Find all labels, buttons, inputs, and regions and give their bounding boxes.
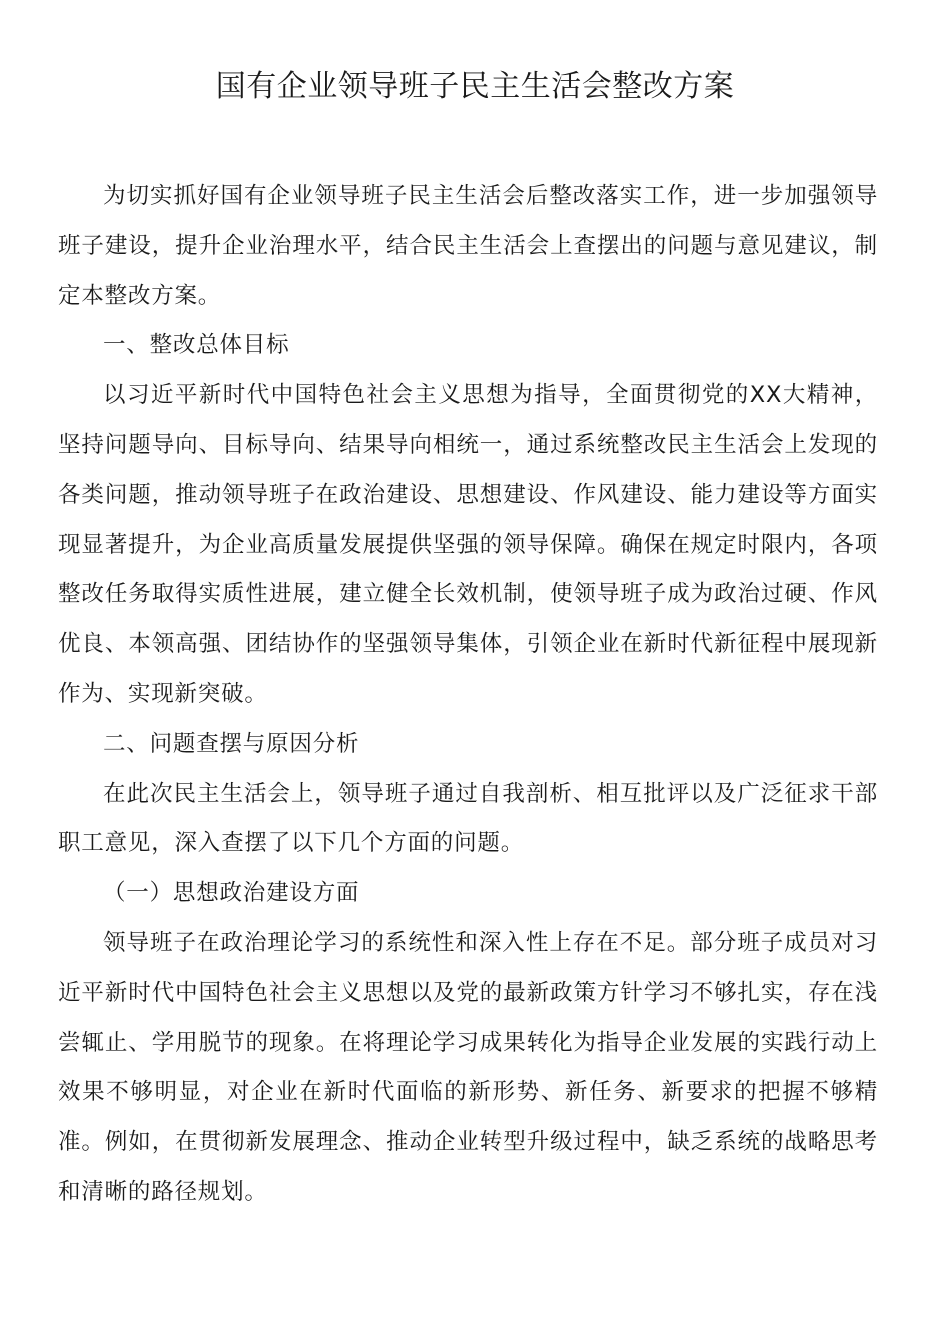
section-2-body: 在此次民主生活会上，领导班子通过自我剖析、相互批评以及广泛征求干部职工意见，深入查摆了以下几个方面的问题。 — [58, 780, 878, 857]
subsection-1-body: 领导班子在政治理论学习的系统性和深入性上存在不足。部分班子成员对习近平新时代中国特色社会主义思想以及党的最新政策方针学习不够扎实，存在浅尝辄止、学用脱节的现象。在将理论学习成果转化为指导企业发展的实践行动上效果不够明显，对企业在新时代面临的新形势、新任务、新要求的把握不够精准。例如，在贯彻新发展理念、推动企业转型升级过程中，缺乏系统的战略思考和清晰的路径规划。 — [58, 929, 878, 1205]
subsection-1-heading: （一）思想政治建设方面 — [103, 880, 360, 907]
document-title: 国有企业领导班子民主生活会整改方案 — [215, 69, 735, 104]
intro-paragraph: 为切实抓好国有企业领导班子民主生活会后整改落实工作，进一步加强领导班子建设，提升企业治理水平，结合民主生活会上查摆出的问题与意见建议，制定本整改方案。 — [58, 183, 878, 309]
section-2-heading: 二、问题查摆与原因分析 — [103, 730, 360, 757]
section-1-body: 以习近平新时代中国特色社会主义思想为指导，全面贯彻党的XX大精神，坚持问题导向、目标导向、结果导向相统一，通过系统整改民主生活会上发现的各类问题，推动领导班子在政治建设、思想建设、作风建设、能力建设等方面实现显著提升，为企业高质量发展提供坚强的领导保障。确保在规定时限内，各项整改任务取得实质性进展，建立健全长效机制，使领导班子成为政治过硬、作风优良、本领高强、团结协作的坚强领导集体，引领企业在新时代新征程中展现新作为、实现新突破。 — [58, 382, 878, 707]
section-1-heading: 一、整改总体目标 — [103, 332, 290, 359]
